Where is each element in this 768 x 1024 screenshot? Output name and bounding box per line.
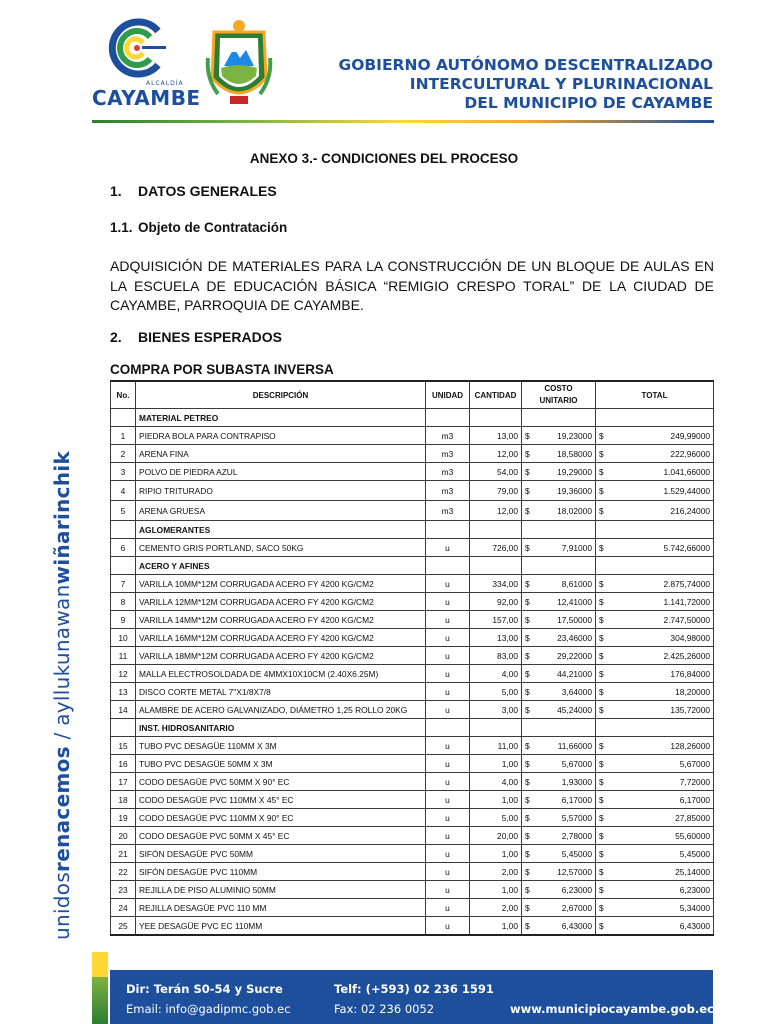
- cell-total-currency: $: [596, 791, 610, 809]
- cell-quantity: 54,00: [470, 463, 522, 481]
- cell-unit: u: [426, 647, 470, 665]
- cell-no: 14: [111, 701, 136, 719]
- cell-unit: u: [426, 827, 470, 845]
- table-row: [111, 773, 714, 791]
- cell-total-currency: $: [596, 917, 610, 936]
- cell-no: [111, 719, 136, 737]
- cell-quantity: 1,00: [470, 755, 522, 773]
- logo-wordmark: CAYAMBE: [92, 86, 201, 110]
- cell-total: 2.425,26000: [610, 647, 714, 665]
- cell-total: [596, 409, 714, 427]
- cell-total-currency: $: [596, 647, 610, 665]
- cell-total-currency: $: [596, 463, 610, 481]
- table-row: [111, 791, 714, 809]
- table-row: [111, 683, 714, 701]
- cell-cost-currency: $: [522, 701, 536, 719]
- cell-no: 21: [111, 845, 136, 863]
- cell-unit: [426, 409, 470, 427]
- cell-quantity: 13,00: [470, 427, 522, 445]
- cell-description: POLVO DE PIEDRA AZUL: [136, 463, 426, 481]
- cell-unit-cost: 18,02000: [536, 501, 596, 521]
- section-1-1-heading: [110, 220, 287, 235]
- slogan-part-4: wiñarinchik: [50, 450, 74, 585]
- cell-total: 5.742,66000: [610, 539, 714, 557]
- cell-description: SIFÓN DESAGÜE PVC 50MM: [136, 845, 426, 863]
- cell-unit: [426, 521, 470, 539]
- cell-unit-cost: 11,66000: [536, 737, 596, 755]
- table-row: [111, 539, 714, 557]
- cell-description: TUBO PVC DESAGÜE 50MM X 3M: [136, 755, 426, 773]
- cell-description: YEE DESAGÜE PVC EC 110MM: [136, 917, 426, 936]
- footer-email: Email: info@gadipmc.gob.ec: [126, 1002, 291, 1016]
- contract-object-text: ADQUISICIÓN DE MATERIALES PARA LA CONSTRUCCIÓN DE UN BLOQUE DE AULAS EN LA ESCUELA DE EDUCACIÓN BÁSICA “REMIGIO CRESPO TORAL” DE LA CIUDAD DE CAYAMBE, PARROQUIA DE CAYAMBE.: [110, 258, 714, 313]
- cell-cost-currency: $: [522, 863, 536, 881]
- cell-no: 2: [111, 445, 136, 463]
- cell-total: 1.529,44000: [610, 481, 714, 501]
- cell-quantity: 157,00: [470, 611, 522, 629]
- cell-cost-currency: $: [522, 845, 536, 863]
- table-row: [111, 863, 714, 881]
- col-header-unit: UNIDAD: [426, 381, 470, 409]
- section-1-1-number: 1.1.: [110, 220, 133, 235]
- cell-total: 304,98000: [610, 629, 714, 647]
- cell-total-currency: $: [596, 773, 610, 791]
- cell-cost-currency: $: [522, 539, 536, 557]
- goods-table: [110, 380, 714, 936]
- subasta-title: COMPRA POR SUBASTA INVERSA: [110, 362, 334, 377]
- table-row: [111, 427, 714, 445]
- cell-no: 15: [111, 737, 136, 755]
- cell-description: VARILLA 16MM*12M CORRUGADA ACERO FY 4200 KG/CM2: [136, 629, 426, 647]
- footer-fax: Fax: 02 236 0052: [334, 1002, 435, 1016]
- cell-unit-cost: 2,67000: [536, 899, 596, 917]
- cell-quantity: 5,00: [470, 683, 522, 701]
- cell-unit: u: [426, 665, 470, 683]
- cell-no: [111, 521, 136, 539]
- cell-unit-cost: 45,24000: [536, 701, 596, 719]
- cell-total: 5,67000: [610, 755, 714, 773]
- cell-total: [596, 557, 714, 575]
- cell-total-currency: $: [596, 701, 610, 719]
- cell-unit-cost: [522, 557, 596, 575]
- cell-unit-cost: [522, 719, 596, 737]
- cell-total: 6,17000: [610, 791, 714, 809]
- cell-unit: u: [426, 539, 470, 557]
- cell-total-currency: $: [596, 737, 610, 755]
- cell-cost-currency: $: [522, 917, 536, 936]
- cell-description: DISCO CORTE METAL 7"X1/8X7/8: [136, 683, 426, 701]
- cell-total: [596, 719, 714, 737]
- cell-unit: u: [426, 755, 470, 773]
- cell-unit-cost: 5,57000: [536, 809, 596, 827]
- col-header-unit-cost: COSTO UNITARIO: [522, 381, 596, 409]
- cell-total: 6,43000: [610, 917, 714, 936]
- table-row: [111, 575, 714, 593]
- cell-unit-cost: 5,45000: [536, 845, 596, 863]
- cell-no: 10: [111, 629, 136, 647]
- cell-description: CODO DESAGÜE PVC 50MM X 90° EC: [136, 773, 426, 791]
- cell-no: 1: [111, 427, 136, 445]
- col-header-description: DESCRIPCIÓN: [136, 381, 426, 409]
- cell-cost-currency: $: [522, 593, 536, 611]
- cell-description: PIEDRA BOLA PARA CONTRAPISO: [136, 427, 426, 445]
- cell-quantity: 4,00: [470, 665, 522, 683]
- cell-unit: u: [426, 881, 470, 899]
- table-row: [111, 611, 714, 629]
- cell-description: SIFÓN DESAGÜE PVC 110MM: [136, 863, 426, 881]
- cell-no: 6: [111, 539, 136, 557]
- table-row: [111, 899, 714, 917]
- col-header-quantity: CANTIDAD: [470, 381, 522, 409]
- cell-unit: u: [426, 575, 470, 593]
- cell-total-currency: $: [596, 827, 610, 845]
- cell-cost-currency: $: [522, 899, 536, 917]
- cell-unit-cost: 3,64000: [536, 683, 596, 701]
- gov-title-line-3: DEL MUNICIPIO DE CAYAMBE: [464, 94, 713, 112]
- cell-total: 249,99000: [610, 427, 714, 445]
- slogan-part-1: unidos: [50, 871, 74, 940]
- section-1-number: 1.: [110, 183, 122, 199]
- footer-address: Dir: Terán S0-54 y Sucre: [126, 982, 283, 996]
- cell-description: CODO DESAGÜE PVC 110MM X 90° EC: [136, 809, 426, 827]
- cell-cost-currency: $: [522, 827, 536, 845]
- cell-unit: m3: [426, 427, 470, 445]
- cell-description: RIPIO TRITURADO: [136, 481, 426, 501]
- cell-unit: m3: [426, 481, 470, 501]
- cell-unit: u: [426, 791, 470, 809]
- cell-cost-currency: $: [522, 773, 536, 791]
- cell-total-currency: $: [596, 881, 610, 899]
- cell-description: CEMENTO GRIS PORTLAND, SACO 50KG: [136, 539, 426, 557]
- cell-no: 12: [111, 665, 136, 683]
- cell-no: 19: [111, 809, 136, 827]
- cell-total: 222,96000: [610, 445, 714, 463]
- cell-no: [111, 409, 136, 427]
- section-2-heading: [110, 329, 282, 345]
- gov-title-line-2: INTERCULTURAL Y PLURINACIONAL: [409, 75, 713, 93]
- cell-quantity: [470, 521, 522, 539]
- cell-unit-cost: [522, 521, 596, 539]
- cell-quantity: 12,00: [470, 501, 522, 521]
- section-title-cell: AGLOMERANTES: [136, 521, 426, 539]
- cell-no: 4: [111, 481, 136, 501]
- cell-total: 2.875,74000: [610, 575, 714, 593]
- section-title-cell: MATERIAL PETREO: [136, 409, 426, 427]
- cell-quantity: 334,00: [470, 575, 522, 593]
- footer-bar: [110, 970, 713, 1024]
- cell-unit: u: [426, 899, 470, 917]
- cell-description: VARILLA 18MM*12M CORRUGADA ACERO FY 4200 KG/CM2: [136, 647, 426, 665]
- table-row: [111, 445, 714, 463]
- cell-quantity: 3,00: [470, 701, 522, 719]
- cell-cost-currency: $: [522, 755, 536, 773]
- cell-total-currency: $: [596, 629, 610, 647]
- cell-unit-cost: 1,93000: [536, 773, 596, 791]
- table-row: [111, 501, 714, 521]
- table-row: [111, 755, 714, 773]
- table-row: [111, 827, 714, 845]
- section-1-title: DATOS GENERALES: [138, 183, 277, 199]
- cell-quantity: [470, 557, 522, 575]
- cell-no: 25: [111, 917, 136, 936]
- table-row: [111, 481, 714, 501]
- cell-quantity: 79,00: [470, 481, 522, 501]
- section-1-heading: [110, 183, 277, 199]
- section-1-1-title: Objeto de Contratación: [138, 220, 288, 235]
- cell-unit: u: [426, 773, 470, 791]
- cell-quantity: 2,00: [470, 899, 522, 917]
- cell-cost-currency: $: [522, 427, 536, 445]
- cell-unit-cost: 44,21000: [536, 665, 596, 683]
- cell-unit: u: [426, 737, 470, 755]
- table-row: [111, 737, 714, 755]
- cell-no: 20: [111, 827, 136, 845]
- cell-unit-cost: 6,43000: [536, 917, 596, 936]
- cell-quantity: 1,00: [470, 881, 522, 899]
- footer-website: www.municipiocayambe.gob.ec: [510, 1002, 714, 1016]
- cell-unit: m3: [426, 501, 470, 521]
- cell-quantity: 5,00: [470, 809, 522, 827]
- cell-total: 7,72000: [610, 773, 714, 791]
- cell-quantity: 1,00: [470, 917, 522, 936]
- cell-no: 24: [111, 899, 136, 917]
- cell-no: 5: [111, 501, 136, 521]
- cell-no: 7: [111, 575, 136, 593]
- cell-description: VARILLA 14MM*12M CORRUGADA ACERO FY 4200 KG/CM2: [136, 611, 426, 629]
- alcaldia-logo-icon: [106, 17, 168, 79]
- cell-quantity: 2,00: [470, 863, 522, 881]
- cell-cost-currency: $: [522, 791, 536, 809]
- table-row: [111, 665, 714, 683]
- table-section-row: [111, 409, 714, 427]
- government-title: [338, 56, 713, 113]
- cell-unit-cost: 29,22000: [536, 647, 596, 665]
- cell-cost-currency: $: [522, 647, 536, 665]
- annex-title: ANEXO 3.- CONDICIONES DEL PROCESO: [249, 151, 519, 166]
- cell-total: 128,26000: [610, 737, 714, 755]
- cell-description: REJILLA DE PISO ALUMINIO 50MM: [136, 881, 426, 899]
- cell-no: 22: [111, 863, 136, 881]
- cell-no: 11: [111, 647, 136, 665]
- cell-unit: u: [426, 593, 470, 611]
- cell-quantity: [470, 409, 522, 427]
- cell-total: 135,72000: [610, 701, 714, 719]
- cell-total-currency: $: [596, 845, 610, 863]
- cell-no: 17: [111, 773, 136, 791]
- footer-phone: Telf: (+593) 02 236 1591: [334, 982, 494, 996]
- cell-quantity: 1,00: [470, 791, 522, 809]
- cell-cost-currency: $: [522, 575, 536, 593]
- cell-total: 216,24000: [610, 501, 714, 521]
- cell-total-currency: $: [596, 665, 610, 683]
- cell-unit: u: [426, 863, 470, 881]
- cell-no: 16: [111, 755, 136, 773]
- cell-quantity: 1,00: [470, 845, 522, 863]
- cell-cost-currency: $: [522, 481, 536, 501]
- cell-total-currency: $: [596, 427, 610, 445]
- cell-unit: u: [426, 917, 470, 936]
- table-row: [111, 647, 714, 665]
- cell-unit-cost: 6,17000: [536, 791, 596, 809]
- cell-unit: m3: [426, 463, 470, 481]
- table-row: [111, 881, 714, 899]
- cell-total-currency: $: [596, 593, 610, 611]
- cell-total-currency: $: [596, 899, 610, 917]
- cell-quantity: [470, 719, 522, 737]
- cell-unit-cost: 17,50000: [536, 611, 596, 629]
- cell-total-currency: $: [596, 575, 610, 593]
- cell-quantity: 4,00: [470, 773, 522, 791]
- cell-quantity: 83,00: [470, 647, 522, 665]
- table-row: [111, 463, 714, 481]
- cell-cost-currency: $: [522, 665, 536, 683]
- cell-total-currency: $: [596, 863, 610, 881]
- table-row: [111, 809, 714, 827]
- cell-total: 5,45000: [610, 845, 714, 863]
- cell-unit: u: [426, 611, 470, 629]
- table-header-row: [111, 381, 714, 409]
- slogan-part-2: renacemos: [50, 746, 74, 872]
- table-row: [111, 593, 714, 611]
- cell-unit: u: [426, 629, 470, 647]
- cell-unit-cost: 6,23000: [536, 881, 596, 899]
- cell-unit: m3: [426, 445, 470, 463]
- section-2-title: BIENES ESPERADOS: [138, 329, 282, 345]
- cell-unit-cost: 8,61000: [536, 575, 596, 593]
- cell-unit-cost: 12,41000: [536, 593, 596, 611]
- cell-total: 27,85000: [610, 809, 714, 827]
- cell-unit-cost: 19,23000: [536, 427, 596, 445]
- cell-description: ALAMBRE DE ACERO GALVANIZADO, DIÁMETRO 1,25 ROLLO 20KG: [136, 701, 426, 719]
- cell-total-currency: $: [596, 481, 610, 501]
- cell-total-currency: $: [596, 683, 610, 701]
- cell-unit-cost: [522, 409, 596, 427]
- cell-unit: [426, 719, 470, 737]
- cell-description: MALLA ELECTROSOLDADA DE 4MMX10X10CM (2.40X6.25M): [136, 665, 426, 683]
- cell-no: 9: [111, 611, 136, 629]
- section-title-cell: ACERO Y AFINES: [136, 557, 426, 575]
- slogan-part-3: / ayllukunawan: [50, 584, 74, 747]
- cell-description: VARILLA 12MM*12M CORRUGADA ACERO FY 4200 KG/CM2: [136, 593, 426, 611]
- cell-quantity: 726,00: [470, 539, 522, 557]
- table-row: [111, 845, 714, 863]
- cell-total: 18,20000: [610, 683, 714, 701]
- footer-color-stripe: [92, 952, 108, 1024]
- cell-quantity: 92,00: [470, 593, 522, 611]
- cell-total: [596, 521, 714, 539]
- cell-unit-cost: 19,36000: [536, 481, 596, 501]
- header-divider: [92, 120, 714, 123]
- cell-total-currency: $: [596, 611, 610, 629]
- cell-cost-currency: $: [522, 737, 536, 755]
- cell-no: 18: [111, 791, 136, 809]
- cell-cost-currency: $: [522, 809, 536, 827]
- cell-no: 3: [111, 463, 136, 481]
- cell-unit-cost: 12,57000: [536, 863, 596, 881]
- cell-total: 176,84000: [610, 665, 714, 683]
- col-header-total: TOTAL: [596, 381, 714, 409]
- gov-title-line-1: GOBIERNO AUTÓNOMO DESCENTRALIZADO: [338, 56, 713, 74]
- side-slogan: [50, 451, 74, 940]
- cell-cost-currency: $: [522, 683, 536, 701]
- cell-unit: u: [426, 809, 470, 827]
- cell-total: 5,34000: [610, 899, 714, 917]
- table-row: [111, 701, 714, 719]
- table-section-row: [111, 557, 714, 575]
- cell-no: 23: [111, 881, 136, 899]
- cell-total: 6,23000: [610, 881, 714, 899]
- cell-quantity: 20,00: [470, 827, 522, 845]
- cell-total: 55,60000: [610, 827, 714, 845]
- cell-description: REJILLA DESAGÜE PVC 110 MM: [136, 899, 426, 917]
- cell-description: TUBO PVC DESAGÜE 110MM X 3M: [136, 737, 426, 755]
- cell-total: 25,14000: [610, 863, 714, 881]
- cell-total: 2.747,50000: [610, 611, 714, 629]
- cell-unit-cost: 19,29000: [536, 463, 596, 481]
- municipal-seal-icon: [204, 18, 274, 110]
- cell-total-currency: $: [596, 539, 610, 557]
- cell-no: 13: [111, 683, 136, 701]
- cell-unit-cost: 5,67000: [536, 755, 596, 773]
- table-row: [111, 917, 714, 936]
- cell-total: 1.041,66000: [610, 463, 714, 481]
- section-title-cell: INST. HIDROSANITARIO: [136, 719, 426, 737]
- cell-description: VARILLA 10MM*12M CORRUGADA ACERO FY 4200 KG/CM2: [136, 575, 426, 593]
- logo-subtext: ALCALDÍA: [146, 80, 184, 87]
- cell-unit: u: [426, 701, 470, 719]
- table-row: [111, 629, 714, 647]
- cell-cost-currency: $: [522, 611, 536, 629]
- cell-unit-cost: 2,78000: [536, 827, 596, 845]
- cell-quantity: 12,00: [470, 445, 522, 463]
- cell-unit: u: [426, 845, 470, 863]
- cell-cost-currency: $: [522, 463, 536, 481]
- cell-no: 8: [111, 593, 136, 611]
- cell-unit-cost: 23,46000: [536, 629, 596, 647]
- cell-total-currency: $: [596, 755, 610, 773]
- cell-cost-currency: $: [522, 501, 536, 521]
- cell-quantity: 13,00: [470, 629, 522, 647]
- cell-unit-cost: 7,91000: [536, 539, 596, 557]
- cell-total-currency: $: [596, 445, 610, 463]
- cell-description: ARENA FINA: [136, 445, 426, 463]
- cell-cost-currency: $: [522, 629, 536, 647]
- cell-unit: [426, 557, 470, 575]
- cell-description: CODO DESAGÜE PVC 50MM X 45° EC: [136, 827, 426, 845]
- cell-unit-cost: 18,58000: [536, 445, 596, 463]
- cell-description: CODO DESAGÜE PVC 110MM X 45° EC: [136, 791, 426, 809]
- table-section-row: [111, 719, 714, 737]
- cell-no: [111, 557, 136, 575]
- cell-unit: u: [426, 683, 470, 701]
- cell-cost-currency: $: [522, 445, 536, 463]
- table-section-row: [111, 521, 714, 539]
- cell-total-currency: $: [596, 501, 610, 521]
- cell-total-currency: $: [596, 809, 610, 827]
- cell-quantity: 11,00: [470, 737, 522, 755]
- section-2-number: 2.: [110, 329, 122, 345]
- cell-cost-currency: $: [522, 881, 536, 899]
- cell-total: 1.141,72000: [610, 593, 714, 611]
- cell-description: ARENA GRUESA: [136, 501, 426, 521]
- col-header-no: No.: [111, 381, 136, 409]
